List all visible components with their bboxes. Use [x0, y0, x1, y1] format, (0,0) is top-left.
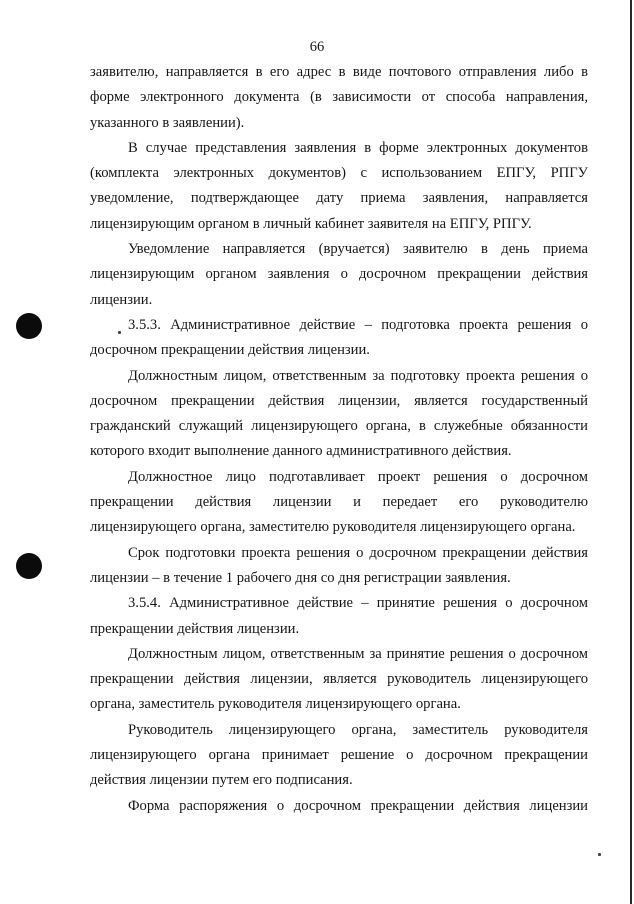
paragraph: Должностным лицом, ответственным за принятие решения о досрочном прекращении действия лицензии, является руководитель лицензирующего органа, заместитель руководителя лицензирующего органа. [90, 645, 588, 713]
paragraph: Форма распоряжения о досрочном прекращении действия лицензии [128, 797, 588, 814]
document-body [90, 60, 588, 819]
page-edge-line [630, 0, 632, 904]
paragraph: В случае представления заявления в форме электронных документов (комплекта электронных документов) с использованием ЕПГУ, РПГУ уведомление, подтверждающее дату приема заявления, направляется лицензирующим органом в личный кабинет заявителя на ЕПГУ, РПГУ. [90, 139, 588, 232]
punch-hole [16, 553, 42, 579]
scan-speck [598, 853, 601, 856]
paragraph: Уведомление направляется (вручается) заявителю в день приема лицензирующим органом заявления о досрочном прекращении действия лицензии. [90, 241, 588, 308]
section-heading: 3.5.3. Административное действие – подготовка проекта решения о досрочном прекращении действия лицензии. [90, 316, 588, 359]
paragraph: Руководитель лицензирующего органа, заместитель руководителя лицензирующего органа принимает решение о досрочном прекращении действия лицензии путем его подписания. [90, 721, 588, 789]
paragraph: Должностным лицом, ответственным за подготовку проекта решения о досрочном прекращении действия лицензии, является государственный гражданский служащий лицензирующего органа, в служебные обязанности которого входит выполнение данного административного действия. [90, 367, 588, 460]
section-heading: 3.5.4. Административное действие – принятие решения о досрочном прекращении действия лицензии. [90, 595, 588, 637]
punch-hole [16, 313, 42, 339]
paragraph: заявителю, направляется в его адрес в виде почтового отправления либо в форме электронного документа (в зависимости от способа направления, указанного в заявлении). [90, 64, 588, 131]
paragraph: Должностное лицо подготавливает проект решения о досрочном прекращении действия лицензии и передает его руководителю лицензирующего органа, заместителю руководителя лицензирующего органа. [90, 468, 588, 536]
page-number: 66 [309, 39, 325, 55]
scan-speck [118, 331, 121, 334]
paragraph: Срок подготовки проекта решения о досрочном прекращении действия лицензии – в течение 1 рабочего дня со дня регистрации заявления. [90, 544, 588, 586]
